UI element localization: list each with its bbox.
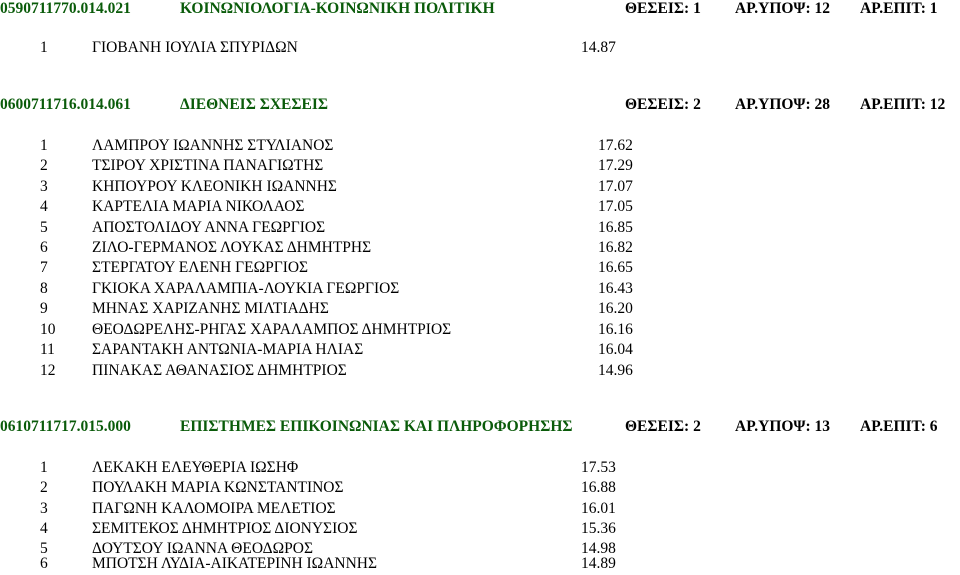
candidate-name: ΑΠΟΣΤΟΛΙΔΟΥ ΑΝΝΑ ΓΕΩΡΓΙΟΣ — [92, 219, 326, 236]
candidate-name: ΛΑΜΠΡΟΥ ΙΩΑΝΝΗΣ ΣΤΥΛΙΑΝΟΣ — [92, 137, 334, 154]
candidate-name: ΠΙΝΑΚΑΣ ΑΘΑΝΑΣΙΟΣ ΔΗΜΗΤΡΙΟΣ — [92, 362, 347, 379]
seats-count: ΘΕΣΕΙΣ: 2 — [625, 418, 701, 435]
applicants-count: ΑΡ.ΥΠΟΨ: 28 — [735, 96, 831, 113]
candidate-name: ΓΙΟΒΑΝΗ ΙΟΥΛΙΑ ΣΠΥΡΙΔΩΝ — [92, 39, 298, 56]
candidate-name: ΠΟΥΛΑΚΗ ΜΑΡΙΑ ΚΩΝΣΤΑΝΤΙΝΟΣ — [92, 479, 344, 496]
candidate-row — [0, 137, 960, 157]
candidate-name: ΜΗΝΑΣ ΧΑΡΙΖΑΝΗΣ ΜΙΛΤΙΑΔΗΣ — [92, 300, 329, 317]
candidate-score: 17.07 — [598, 178, 633, 195]
candidate-rank: 3 — [40, 178, 48, 195]
candidate-score: 14.96 — [598, 362, 633, 379]
candidate-rank: 2 — [40, 479, 48, 496]
candidate-name: ΘΕΟΔΩΡΕΛΗΣ-ΡΗΓΑΣ ΧΑΡΑΛΑΜΠΟΣ ΔΗΜΗΤΡΙΟΣ — [92, 321, 452, 338]
candidate-score: 14.87 — [581, 39, 616, 56]
department-header — [0, 418, 960, 438]
candidate-row — [0, 178, 960, 198]
admitted-count: ΑΡ.ΕΠΙΤ: 1 — [860, 0, 938, 17]
candidate-name: ΣΤΕΡΓΑΤΟΥ ΕΛΕΝΗ ΓΕΩΡΓΙΟΣ — [92, 259, 309, 276]
candidate-score: 17.29 — [598, 157, 633, 174]
candidate-row — [0, 321, 960, 341]
candidate-name: ΔΟΥΤΣΟΥ ΙΩΑΝΝΑ ΘΕΟΔΩΡΟΣ — [92, 540, 313, 557]
candidate-rank: 12 — [40, 362, 56, 379]
candidate-row — [0, 300, 960, 320]
candidate-rank: 7 — [40, 259, 48, 276]
candidate-row — [0, 39, 960, 59]
candidate-row — [0, 219, 960, 239]
candidate-rank: 1 — [40, 39, 48, 56]
candidate-rank: 6 — [40, 555, 48, 572]
admitted-count: ΑΡ.ΕΠΙΤ: 6 — [860, 418, 938, 435]
candidate-row — [0, 341, 960, 361]
department-title: ΚΟΙΝΩΝΙΟΛΟΓΙΑ-ΚΟΙΝΩΝΙΚΗ ΠΟΛΙΤΙΚΗ — [180, 0, 495, 17]
candidate-name: ΖΙΛΟ-ΓΕΡΜΑΝΟΣ ΛΟΥΚΑΣ ΔΗΜΗΤΡΗΣ — [92, 239, 372, 256]
candidate-row — [0, 157, 960, 177]
department-code: 0590711770.014.021 — [0, 0, 131, 17]
candidate-score: 16.65 — [598, 259, 633, 276]
candidate-rank: 4 — [40, 198, 48, 215]
department-code: 0600711716.014.061 — [0, 96, 131, 113]
candidate-row — [0, 198, 960, 218]
applicants-count: ΑΡ.ΥΠΟΨ: 13 — [735, 418, 831, 435]
candidate-name: ΓΚΙΟΚΑ ΧΑΡΑΛΑΜΠΙΑ-ΛΟΥΚΙΑ ΓΕΩΡΓΙΟΣ — [92, 280, 400, 297]
department-title: ΔΙΕΘΝΕΙΣ ΣΧΕΣΕΙΣ — [180, 96, 329, 113]
candidate-score: 15.36 — [581, 520, 616, 537]
candidate-row — [0, 479, 960, 499]
candidate-row — [0, 259, 960, 279]
candidate-score: 16.43 — [598, 280, 633, 297]
candidate-row — [0, 280, 960, 300]
candidate-score: 16.01 — [581, 500, 616, 517]
candidate-score: 16.16 — [598, 321, 633, 338]
candidate-rank: 1 — [40, 137, 48, 154]
candidate-name: ΣΕΜΙΤΕΚΟΣ ΔΗΜΗΤΡΙΟΣ ΔΙΟΝΥΣΙΟΣ — [92, 520, 358, 537]
candidate-name: ΛΕΚΑΚΗ ΕΛΕΥΘΕΡΙΑ ΙΩΣΗΦ — [92, 459, 299, 476]
candidate-rank: 11 — [40, 341, 55, 358]
candidate-rank: 5 — [40, 540, 48, 557]
candidate-rank: 4 — [40, 520, 48, 537]
candidate-score: 17.62 — [598, 137, 633, 154]
candidate-row — [0, 500, 960, 520]
candidate-row — [0, 555, 960, 575]
candidate-name: ΤΣΙΡΟΥ ΧΡΙΣΤΙΝΑ ΠΑΝΑΓΙΩΤΗΣ — [92, 157, 324, 174]
candidate-rank: 3 — [40, 500, 48, 517]
candidate-row — [0, 520, 960, 540]
department-code: 0610711717.015.000 — [0, 418, 131, 435]
candidate-rank: 10 — [40, 321, 56, 338]
department-header — [0, 0, 960, 20]
candidate-row — [0, 459, 960, 479]
candidate-rank: 9 — [40, 300, 48, 317]
candidate-rank: 8 — [40, 280, 48, 297]
candidate-name: ΜΠΟΤΣΗ ΛΥΔΙΑ-ΑΙΚΑΤΕΡΙΝΗ ΙΩΑΝΝΗΣ — [92, 555, 377, 572]
candidate-name: ΠΑΓΩΝΗ ΚΑΛΟΜΟΙΡΑ ΜΕΛΕΤΙΟΣ — [92, 500, 336, 517]
seats-count: ΘΕΣΕΙΣ: 1 — [625, 0, 701, 17]
candidate-score: 16.20 — [598, 300, 633, 317]
candidate-score: 16.82 — [598, 239, 633, 256]
candidate-score: 16.04 — [598, 341, 633, 358]
department-title: ΕΠΙΣΤΗΜΕΣ ΕΠΙΚΟΙΝΩΝΙΑΣ ΚΑΙ ΠΛΗΡΟΦΟΡΗΣΗΣ — [180, 418, 573, 435]
candidate-score: 16.85 — [598, 219, 633, 236]
candidate-rank: 5 — [40, 219, 48, 236]
candidate-score: 17.53 — [581, 459, 616, 476]
candidate-score: 17.05 — [598, 198, 633, 215]
department-header — [0, 96, 960, 116]
admitted-count: ΑΡ.ΕΠΙΤ: 12 — [860, 96, 946, 113]
seats-count: ΘΕΣΕΙΣ: 2 — [625, 96, 701, 113]
candidate-rank: 1 — [40, 459, 48, 476]
candidate-rank: 2 — [40, 157, 48, 174]
candidate-name: ΣΑΡΑΝΤΑΚΗ ΑΝΤΩΝΙΑ-ΜΑΡΙΑ ΗΛΙΑΣ — [92, 341, 364, 358]
candidate-score: 14.89 — [581, 555, 616, 572]
candidate-rank: 6 — [40, 239, 48, 256]
applicants-count: ΑΡ.ΥΠΟΨ: 12 — [735, 0, 831, 17]
candidate-score: 16.88 — [581, 479, 616, 496]
candidate-name: ΚΑΡΤΕΛΙΑ ΜΑΡΙΑ ΝΙΚΟΛΑΟΣ — [92, 198, 305, 215]
candidate-name: ΚΗΠΟΥΡΟΥ ΚΛΕΟΝΙΚΗ ΙΩΑΝΝΗΣ — [92, 178, 337, 195]
candidate-row — [0, 362, 960, 382]
candidate-row — [0, 239, 960, 259]
candidate-score: 14.98 — [581, 540, 616, 557]
